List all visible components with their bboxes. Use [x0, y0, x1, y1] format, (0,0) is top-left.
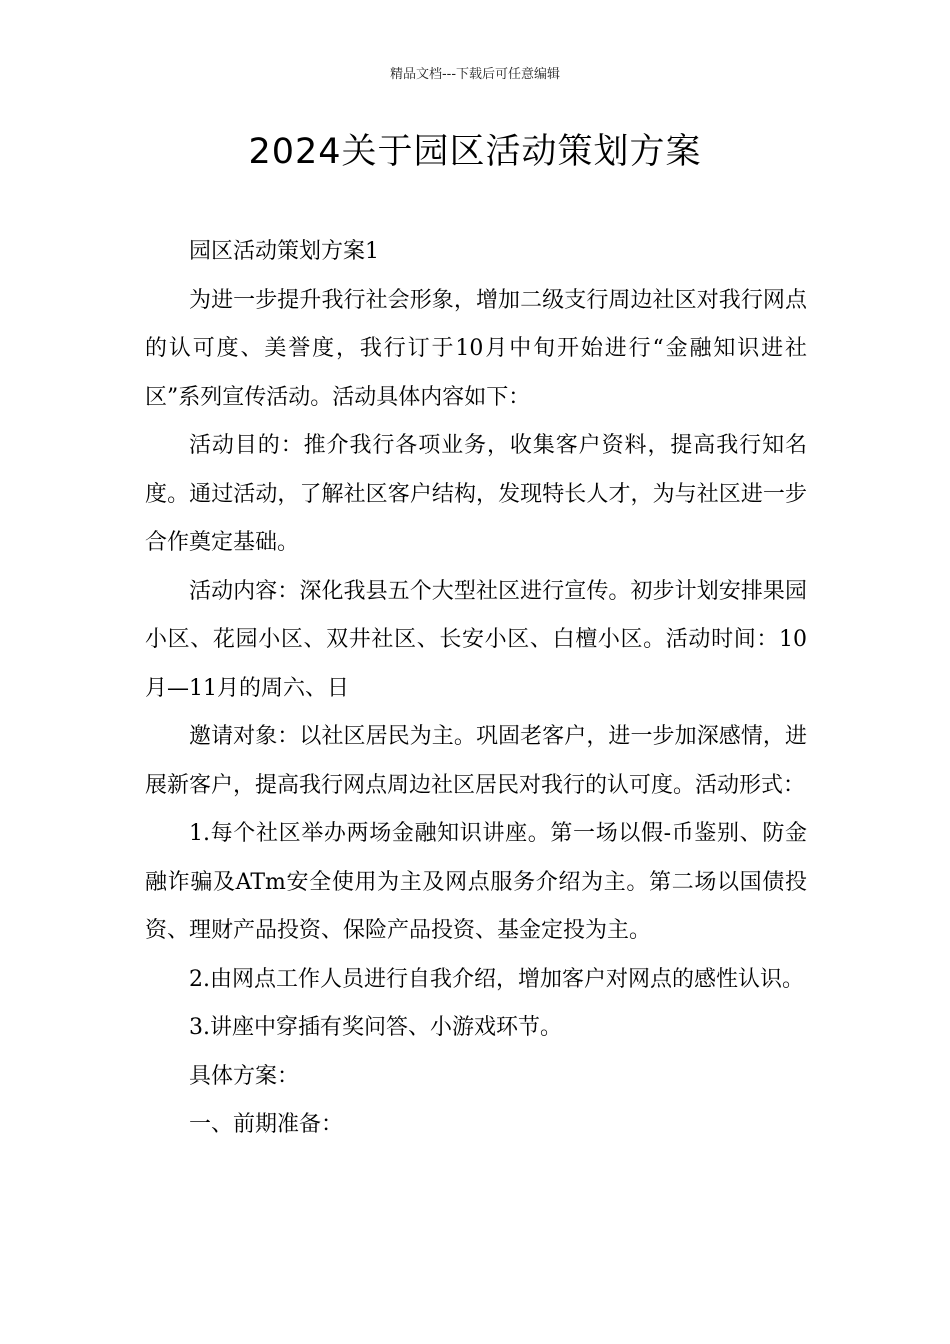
- paragraph-invited-audience: 邀请对象：以社区居民为主。巩固老客户，进一步加深感情，进展新客户，提高我行网点周边社区居民对我行的认可度。活动形式：: [145, 724, 807, 798]
- document-title: 2024关于园区活动策划方案: [248, 132, 702, 172]
- paragraph-preparation-heading: 一、前期准备：: [189, 1112, 344, 1137]
- page-header: 精品文档---下载后可任意编辑: [389, 67, 561, 82]
- document-body: [145, 228, 807, 1150]
- paragraph-item-1: 1.每个社区举办两场金融知识讲座。第一场以假-币鉴别、防金融诈骗及ATm安全使用为主及网点服务介绍为主。第二场以国债投资、理财产品投资、保险产品投资、基金定投为主。: [145, 821, 807, 943]
- paragraph-section-heading: 园区活动策划方案1: [189, 239, 379, 264]
- paragraph-plan-heading: 具体方案：: [189, 1063, 300, 1089]
- paragraph-item-3: 3.讲座中穿插有奖问答、小游戏环节。: [189, 1015, 562, 1040]
- paragraph-intro: 为进一步提升我行社会形象，增加二级支行周边社区对我行网点的认可度、美誉度，我行订于10月中旬开始进行“金融知识进社区”系列宣传活动。活动具体内容如下：: [145, 287, 807, 410]
- paragraph-activity-content: 活动内容：深化我县五个大型社区进行宣传。初步计划安排果园小区、花园小区、双井社区、长安小区、白檀小区。活动时间：10月—11月的周六、日: [145, 578, 807, 701]
- paragraph-item-2: 2.由网点工作人员进行自我介绍，增加客户对网点的感性认识。: [189, 966, 804, 992]
- paragraph-activity-purpose: 活动目的：推介我行各项业务，收集客户资料，提高我行知名度。通过活动，了解社区客户结构，发现特长人才，为与社区进一步合作奠定基础。: [145, 433, 807, 555]
